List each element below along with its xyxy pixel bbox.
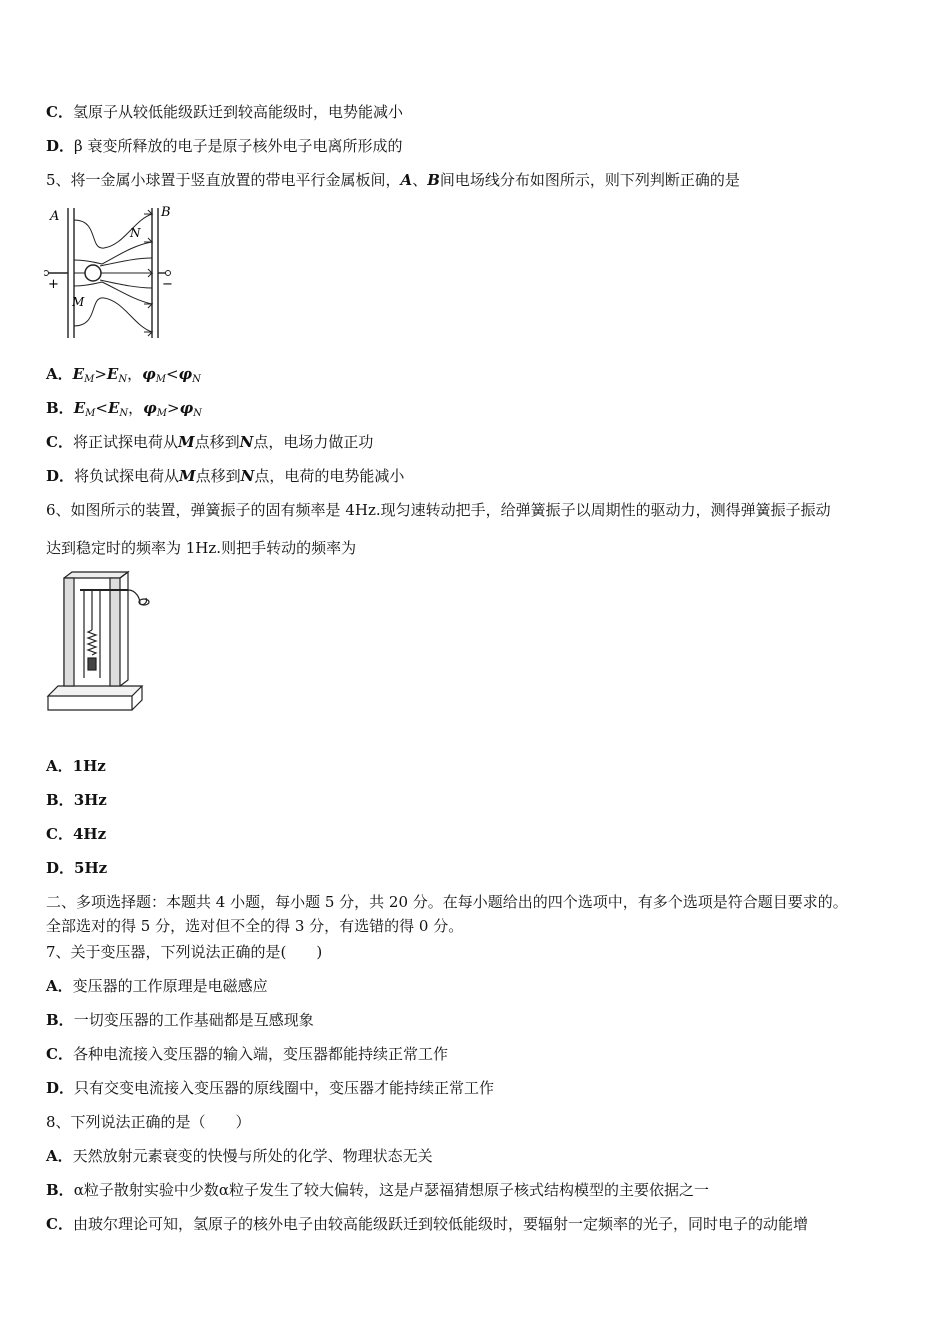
q6-stem-line2: 达到稳定时的频率为 1Hz.则把手转动的频率为 (46, 539, 357, 557)
hand-crank (128, 590, 147, 605)
apparatus-base (48, 686, 142, 696)
label-b: B (161, 205, 171, 220)
q7-option-a: A．变压器的工作原理是电磁感应 (46, 977, 268, 995)
q8-option-b: B．α粒子散射实验中少数α粒子发生了较大偏转，这是卢瑟福猜想原子核式结构模型的主要依据之一 (46, 1181, 709, 1199)
frame-left-column (64, 578, 74, 686)
section2-instructions-line1: 二、多项选择题：本题共 4 小题，每小题 5 分，共 20 分。在每小题给出的四个选项中，有多个选项是符合题目要求的。 (46, 893, 848, 911)
q5-option-c: C．将正试探电荷从M点移到N点，电场力做正功 (46, 433, 374, 451)
q8-option-c: C．由玻尔理论可知，氢原子的核外电子由较高能级跃迁到较低能级时，要辐射一定频率的光子，同时电子的动能增 (46, 1215, 808, 1233)
oscillator-mass (88, 658, 96, 670)
spring (88, 630, 96, 655)
label-n: N (130, 226, 141, 240)
label-minus: − (162, 277, 173, 292)
q7-option-c: C．各种电流接入变压器的输入端，变压器都能持续正常工作 (46, 1045, 448, 1063)
electric-field-figure (44, 200, 184, 345)
q7-option-b: B．一切变压器的工作基础都是互感现象 (46, 1011, 314, 1029)
q4-option-d: D．β 衰变所释放的电子是原子核外电子电离所形成的 (46, 137, 403, 155)
q6-option-a: A．1Hz (46, 757, 106, 775)
q5-option-a: A．$E_M>E_N$，$\varphi_M<\varphi_N$ (46, 365, 201, 385)
terminal-right (166, 271, 171, 276)
label-a: A (50, 209, 60, 224)
frame-right-column (110, 578, 120, 686)
metal-ball (85, 265, 101, 281)
q7-option-d: D．只有交变电流接入变压器的原线圈中，变压器才能持续正常工作 (46, 1079, 495, 1097)
q6-option-c: C．4Hz (46, 825, 107, 843)
q5-option-b: B．$E_M<E_N$，$\varphi_M>\varphi_N$ (46, 399, 202, 419)
label-plus: + (48, 277, 59, 292)
terminal-left (44, 271, 49, 276)
q6-stem-line1: 6、如图所示的装置，弹簧振子的固有频率是 4Hz.现匀速转动把手，给弹簧振子以周期性的驱动力，测得弹簧振子振动 (46, 501, 831, 519)
q5-option-d: D．将负试探电荷从M点移到N点，电荷的电势能减小 (46, 467, 405, 485)
q4-option-c: C．氢原子从较低能级跃迁到较高能级时，电势能减小 (46, 103, 403, 121)
spring-oscillator-figure (44, 568, 154, 720)
q6-option-d: D．5Hz (46, 859, 108, 877)
label-m: M (72, 295, 85, 309)
q5-stem: 5、将一金属小球置于竖直放置的带电平行金属板间，A、B间电场线分布如图所示，则下列判断正确的是 (46, 171, 740, 189)
q8-stem: 8、下列说法正确的是（ ） (46, 1113, 251, 1131)
q7-stem: 7、关于变压器，下列说法正确的是( ) (46, 943, 323, 961)
q8-option-a: A．天然放射元素衰变的快慢与所处的化学、物理状态无关 (46, 1147, 433, 1165)
q6-option-b: B．3Hz (46, 791, 107, 809)
section2-instructions-line2: 全部选对的得 5 分，选对但不全的得 3 分，有选错的得 0 分。 (46, 917, 464, 935)
